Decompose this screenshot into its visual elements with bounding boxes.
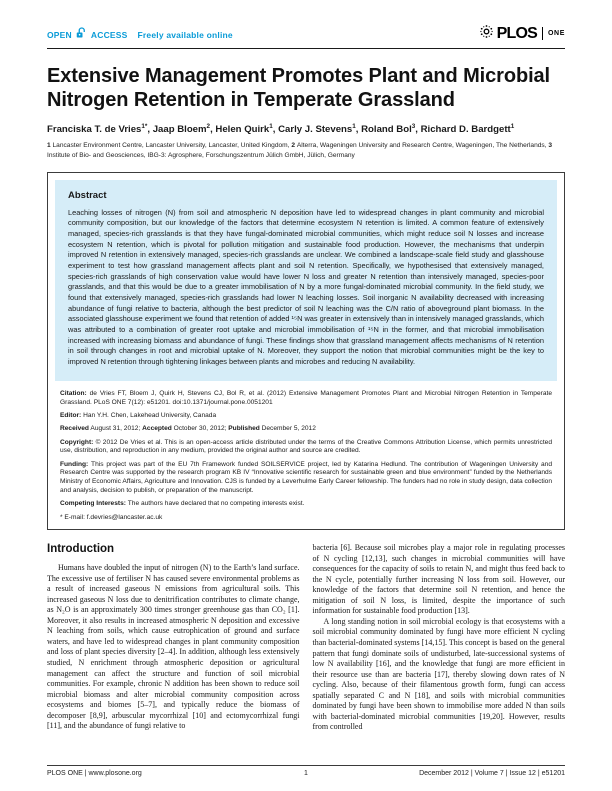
one-wordmark: ONE <box>548 30 565 37</box>
open-lock-icon <box>76 26 87 44</box>
author-affiliation-superscript: 1 <box>352 122 356 130</box>
paragraph: A long standing notion in soil microbial ecology is that ecosystems with a soil microbial community dominated by fungi have more efficient N cycling than bacterial-dominated systems [14,15]. This concept is based on the general pattern that fungi dominate soils of undisturbed, late-successional systems of low N availability [16], and the knowledge that fungi are more efficient in their resource use than are bacteria [17], thereby slowing down rates of N cycling. Also, because of their filamentous growth form, fungi can access spatially separated C and N [18], and soils with microbial communities dominated by fungi have been shown to immobilise more added N than soils with bacterial-dominated microbial communities [19,20]. However, results from controlled <box>312 616 565 732</box>
footer-page-number: 1 <box>304 770 308 777</box>
metadata-item: Copyright: © 2012 De Vries et al. This is an open-access article distributed under the terms of the Creative Commons Attribution License, which permits unrestricted use, distribution, and reproduction in any medium, provided the original author and source are credited. <box>60 438 552 455</box>
author-affiliation-superscript: 3 <box>411 122 416 130</box>
open-access-open-label: OPEN <box>47 29 72 40</box>
body-columns <box>47 543 565 773</box>
freely-available-label: Freely available online <box>137 29 233 40</box>
metadata-item: Funding: This project was part of the EU 7th Framework funded SOILSERVICE project, led by Katarina Hedlund. The contribution of Wageningen University and Research Centre was supported by the research program KB IV “Innovative scientific research for sustainable green and blue environment” funded by the Netherlands Ministry of Economic Affairs, Agriculture and Innovation. CJS is funded by a Leverhulme Early Career fellowship. The funders had no role in study design, data collection and analysis, decision to publish, or preparation of the manuscript. <box>60 460 552 494</box>
metadata-list <box>55 381 557 509</box>
left-column-text <box>47 563 300 732</box>
page-footer <box>47 765 565 777</box>
metadata-item: Editor: Han Y.H. Chen, Lakehead University, Canada <box>60 412 217 420</box>
article-info-box <box>47 172 565 530</box>
abstract-text: Leaching losses of nitrogen (N) from soil and atmospheric N deposition have led to widespread changes in plant community and microbial community composition, but our knowledge of the factors that determine ecosystem N retention is limited. A common feature of extensively managed, species-rich grasslands is that they have fungal-dominated microbial communities, which might reduce soil N losses and increase ecosystem N retention, which is pivotal for pollution mitigation and sustainable food production. However, the mechanisms that underpin improved N retention in extensively managed, species-rich grasslands are unclear. We combined a landscape-scale field study and glasshouse experiment to test how grassland management affects plant and soil N retention. Specifically, we hypothesised that extensively managed, species-rich grasslands of high conservation value would have lower N loss and greater N retention than intensively managed, species-poor grasslands, and that this would be due to a greater immobilisation of N by a more fungal-dominated microbial community. In the field study, we found that extensively managed, species-rich grasslands had lower N leaching losses. Soil inorganic N availability decreased with increasing abundance of fungi relative to bacteria, although the best predictor of soil N leaching was the C/N ratio of aboveground plant biomass. In the associated glasshouse experiment we found that retention of added ¹⁵N was greater in extensively than in intensively managed grasslands, which was attributed to a combination of greater root uptake and microbial immobilisation of ¹⁵N in the former, and that microbial immobilisation increased with increasing biomass and abundance of fungi. These findings show that grassland management affects mechanisms of N retention in soil through changes in root and microbial uptake of N. Moreover, they support the notion that microbial communities might be the key to improved N retention through tightening linkages between plants and microbes and reducing N availability. <box>68 207 544 366</box>
email-line <box>60 514 557 523</box>
page-header <box>47 0 565 49</box>
author-affiliation-superscript: 1 <box>269 122 273 130</box>
right-column <box>313 543 566 773</box>
abstract-heading: Abstract <box>68 189 107 201</box>
author-affiliation-superscript: 1 <box>510 122 515 130</box>
introduction-heading: Introduction <box>47 543 115 556</box>
footer-issue-info: December 2012 | Volume 7 | Issue 12 | e51201 <box>419 770 565 777</box>
paragraph: Humans have doubled the input of nitrogen (N) to the Earth’s land surface. The excessive use of fertiliser N has caused severe environmental problems as a result of increased gaseous N emissions from agricultural soils. This increased gaseous N loss due to denitrification contributes to climate change, as N₂O is an approximately 300 times stronger greenhouse gas than CO₂ [1]. Moreover, it also results in increased atmospheric N deposition and excessive N leaching from soils, which cause eutrophication of ground and surface waters, and have led to widespread changes in plant community composition and loss of plant species diversity [2–4]. In addition, although less extensively studied, N enrichment through atmospheric deposition or agricultural management can affect the structure and function of soil microbial communities. For example, chronic N addition has been shown to reduce soil microbial biomass and alter microbial community composition across ecosystems and biomes [5–7], and typically reduce the biomass of decomposer [8,9], arbuscular mycorrhizal [10] and ectomycorrhizal fungi [11], and the abundance of fungi relative to <box>47 563 300 731</box>
paragraph: bacteria [6]. Because soil microbes play a major role in regulating processes of N cycling [12,13], such changes in microbial communities will have consequences for the capacity of soils to retain N, and might thus feed back to the N cycle, potentially further increasing N loss from soil. However, our knowledge of the factors that determine soil N retention, and hence the mitigation of soil N loss, is limited, despite the importance of such information for sustainable food production [13]. <box>312 543 565 616</box>
plos-one-logo <box>479 24 565 43</box>
plos-wordmark: PLOS <box>496 24 538 42</box>
right-column-text <box>313 543 566 733</box>
author-affiliation-superscript: 2 <box>206 122 211 130</box>
footer-journal: PLOS ONE | www.plosone.org <box>47 770 142 777</box>
email-address[interactable]: f.devries@lancaster.ac.uk <box>86 513 163 521</box>
metadata-item: Received August 31, 2012; Accepted October 30, 2012; Published December 5, 2012 <box>60 425 316 433</box>
metadata-item: Competing Interests: The authors have declared that no competing interests exist. <box>60 500 305 508</box>
author-affiliation-superscript: 1* <box>141 122 148 130</box>
open-access-access-label: ACCESS <box>90 29 128 40</box>
article-title: Extensive Management Promotes Plant and Microbial Nitrogen Retention in Temperate Grassland <box>47 65 551 112</box>
left-column <box>47 543 300 773</box>
plos-logo-icon <box>479 24 494 44</box>
email-label: * E-mail: <box>60 513 87 521</box>
open-access-banner <box>47 26 233 43</box>
metadata-item: Citation: de Vries FT, Bloem J, Quirk H, Stevens CJ, Bol R, et al. (2012) Extensive Management Promotes Plant and Microbial Nitrogen Retention in Temperate Grassland. PLoS ONE 7(12): e51201. doi:10.1371/journal.pone.0051201 <box>60 390 552 406</box>
affiliations: 1 Lancaster Environment Centre, Lancaster University, Lancaster, United Kingdom, 2 Alterra, Wageningen University and Research Centre, Wageningen, The Netherlands, 3 Institute of Bio- and Geosciences, IBG-3: Agrosphere, Forschungszentrum Jülich GmbH, Jülich, Germany <box>47 141 553 159</box>
author-list: Franciska T. de Vries$^{1*}$, Jaap Bloem$^2$, Helen Quirk$^1$, Carly J. Stevens$^1$, Roland Bol$^3$, Richard D. Bardgett$^1$ <box>47 122 515 135</box>
abstract-panel <box>55 180 557 381</box>
logo-divider <box>542 27 543 40</box>
